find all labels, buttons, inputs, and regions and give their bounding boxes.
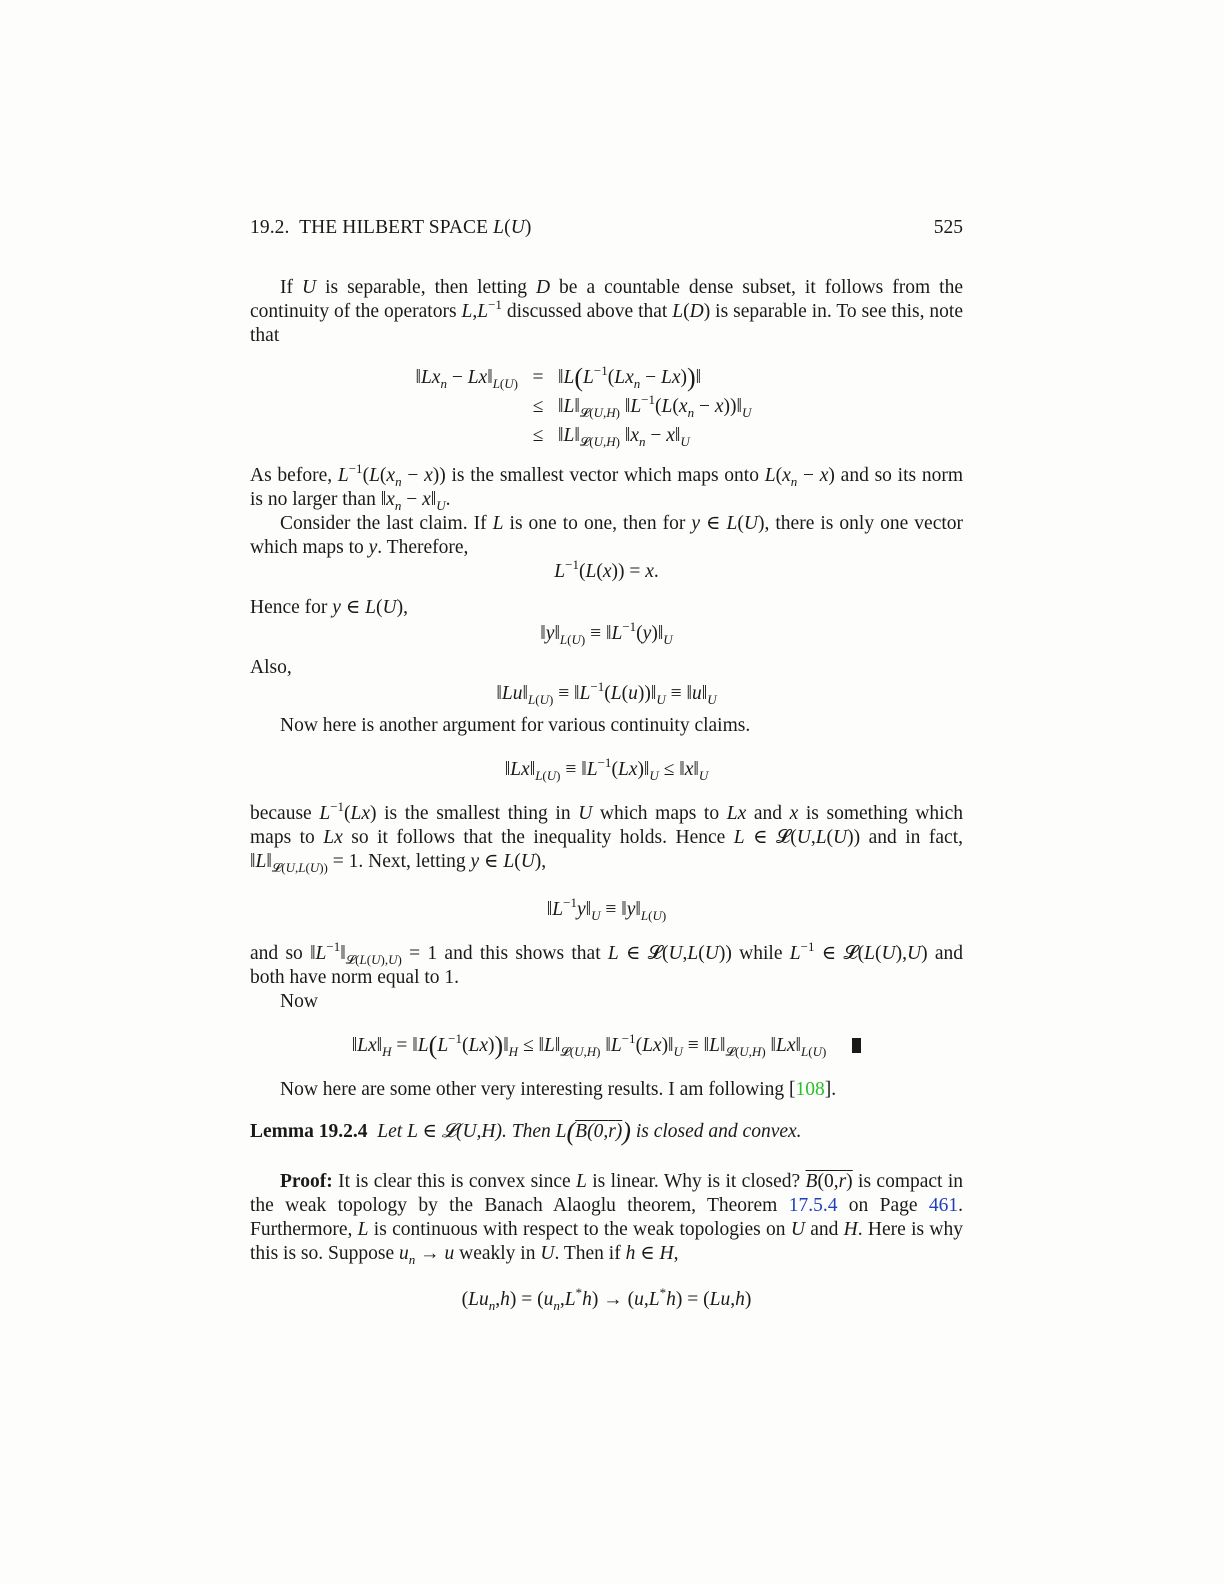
section-title: 19.2. THE HILBERT SPACE L(U) (250, 217, 532, 238)
equation-inverse: $L^{-1}(L(x)) = x$. (554, 557, 659, 582)
paragraph-continuity: Now here is another argument for various continuity claims. (280, 715, 751, 736)
page-number: 525 (933, 217, 963, 238)
equation-chain: $‖Lx‖_H$ = $‖L(L^{-1}(Lx))‖_H$ ≤ $‖L‖_{𝓛(U,H)}$ $‖L^{-1}(Lx)‖_U$ ≡ $‖L‖_{𝓛(U,H)}$ $‖Lx‖_{L(U)}$ (250, 1034, 963, 1058)
paragraph-interesting: Now here are some other very interesting results. I am following [108]. (280, 1079, 837, 1100)
equation-inverse-norm: $‖L^{-1}y‖_U$ ≡ $‖y‖_{L(U)}$ (546, 895, 667, 923)
align-row-3-rhs: $‖L‖_{𝓛(U,H)}$ $‖x_n$ − $x‖_U$ (558, 425, 690, 449)
align-row-3-rel: ≤ (532, 425, 544, 446)
align-row-1-rel: = (532, 367, 544, 388)
lemma-label: Lemma 19.2.4 (250, 1121, 368, 1142)
paragraph-and-so: and so $‖L^{-1}‖_{𝓛(L(U),U)} = 1$ and this shows that L ∈ 𝓛(U,L(U)) while $L^{-1}$ ∈ 𝓛(L(U),U) and both have norm equal to 1. (250, 939, 964, 988)
citation-link[interactable]: 108 (795, 1079, 825, 1100)
equation-norm-y: $‖y‖_{L(U)}$ ≡ $‖L^{-1}(y)‖_U$ (540, 619, 673, 647)
paragraph-separability: If U is separable, then letting D be a countable dense subset, it follows from the continuity of the operators $L,L^{-1}$ discussed above that L(D) is separable in. To see this, note that (250, 277, 964, 346)
paragraph-hence: Hence for y ∈ L(U), (250, 597, 408, 618)
paragraph-as-before: As before, $L^{-1}(L(x_n - x))$ is the smallest vector which maps onto $L(x_n - x)$ and so its norm is no larger than $‖x_n$ − $x‖_U$. (250, 461, 964, 513)
aligned-inequality (250, 363, 963, 449)
align-row-2-lhs (250, 395, 518, 419)
align-row-1-rhs: $‖L(L^{-1}(Lx_n$ − Lx))‖ (558, 363, 702, 392)
page (250, 216, 963, 1312)
lemma-statement: Lemma 19.2.4 Let L ∈ 𝓛(U,H). Then L(B(0,r)) is closed and convex. (250, 1117, 802, 1146)
paragraph-last-claim: Consider the last claim. If L is one to one, then for y ∈ L(U), there is only one vector which maps to y. Therefore, (250, 513, 964, 558)
align-row-2-rel: ≤ (532, 396, 544, 417)
theorem-reference-link[interactable]: 17.5.4 (788, 1195, 838, 1216)
equation-norm-lx: $‖Lx‖_{L(U)}$ ≡ $‖L^{-1}(Lx)‖_U$ ≤ $‖x‖_U$ (504, 755, 709, 783)
proof-label: Proof: (280, 1171, 333, 1192)
align-row-3-lhs (250, 424, 518, 448)
running-header (250, 216, 963, 246)
paragraph-also: Also, (250, 657, 292, 678)
paragraph-because: because $L^{-1}(Lx)$ is the smallest thing in U which maps to Lx and x is something which maps to Lx so it follows that the inequality holds. Hence L ∈ 𝓛(U,L(U)) and in fact, $‖L‖_{𝓛(U,L(U))} = 1$. Next, letting y ∈ L(U), (250, 799, 964, 875)
qed-mark (852, 1038, 861, 1053)
align-row-1-lhs: $‖Lx_n$ − $Lx‖_{L(U)}$ (415, 367, 518, 391)
proof-paragraph: Proof: It is clear this is convex since L is linear. Why is it closed? B(0,r) is compact in the weak topology by the Banach Alaoglu theorem, Theorem 17.5.4 on Page 461. Furthermore, L is continuous with respect to the weak topologies on U and H. Here is why this is so. Suppose $u_n \to u$ weakly in U. Then if h ∈ H, (250, 1171, 964, 1267)
paragraph-now: Now (280, 991, 318, 1012)
equation-weak-convergence: $(Lu_n,h) = (u_n,L^*h) \to (u,L^*h) = (Lu,h)$ (461, 1285, 752, 1313)
page-reference-link[interactable]: 461 (928, 1195, 959, 1216)
equation-norm-lu: $‖Lu‖_{L(U)}$ ≡ $‖L^{-1}(L(u))‖_U$ ≡ $‖u‖_U$ (496, 679, 717, 707)
align-row-2-rhs: $‖L‖_{𝓛(U,H)}$ $‖L^{-1}(L(x_n$ − $x))‖_U$ (558, 392, 752, 420)
